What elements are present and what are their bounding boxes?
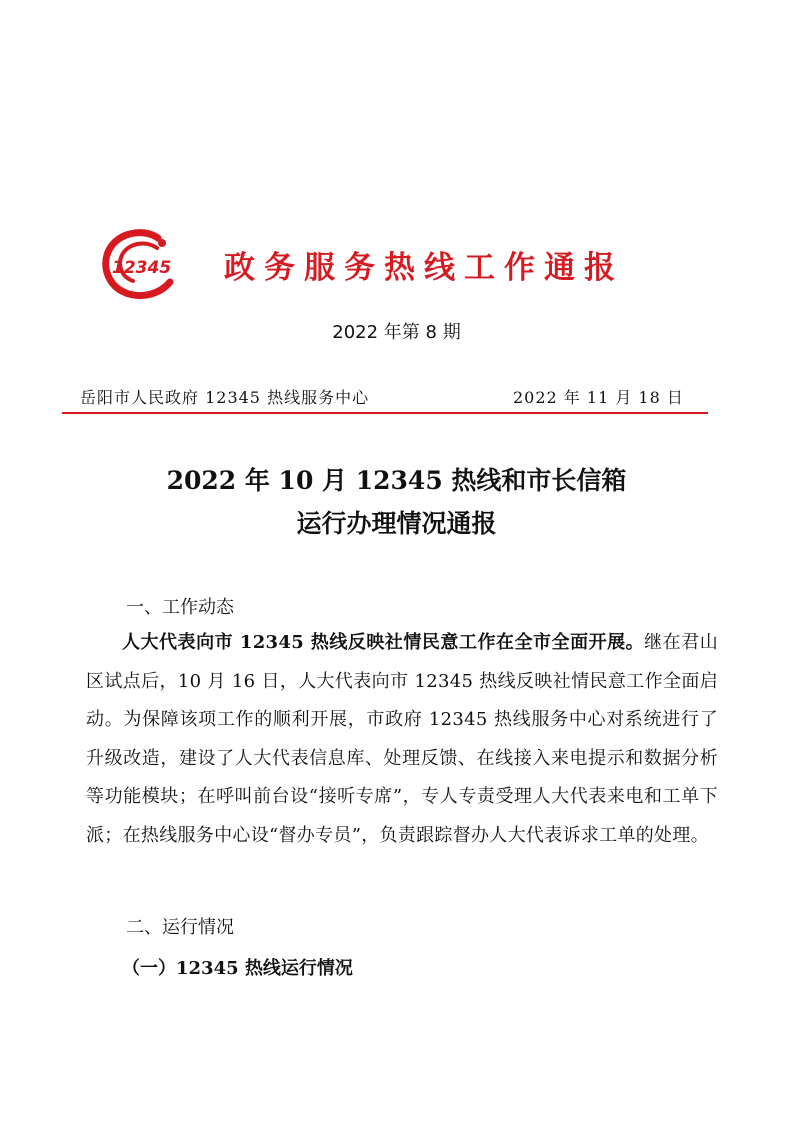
section-1-paragraph — [86, 624, 718, 855]
header-divider — [62, 412, 708, 414]
section-heading-work-updates: 一、工作动态 — [126, 597, 234, 618]
section-heading-operations: 二、运行情况 — [126, 917, 234, 938]
issue-number: 2022 年第 8 期 — [332, 322, 461, 343]
logo-number: 12345 — [112, 258, 172, 278]
12345-hotline-logo — [100, 226, 182, 300]
logo-dot — [158, 239, 166, 247]
issue-date: 2022 年 11 月 18 日 — [513, 388, 684, 407]
paragraph-lead-sentence: 人大代表向市 12345 热线反映社情民意工作在全市全面开展。 — [122, 632, 645, 653]
document-title-line-1: 2022 年 10 月 12345 热线和市长信箱 — [166, 466, 627, 495]
subsection-heading-hotline-operations: （一）12345 热线运行情况 — [122, 958, 353, 979]
paragraph-body: 继在君山区试点后，10 月 16 日，人大代表向市 12345 热线反映社情民意工作全面启动。为保障该项工作的顺利开展，市政府 12345 热线服务中心对系统进行了升级改造，建设了人大代表信息库、处理反馈、在线接入来电提示和数据分析等功能模块；在呼叫前台设“接听专席”，专人专责受理人大代表来电和工单下派；在热线服务中心设“督办专员”，负责跟踪督办人大代表诉求工单的处理。 — [86, 632, 718, 846]
document-title-line-2: 运行办理情况通报 — [296, 509, 497, 538]
report-series-title: 政务服务热线工作通报 — [224, 250, 624, 286]
issuing-office: 岳阳市人民政府 12345 热线服务中心 — [80, 388, 370, 407]
